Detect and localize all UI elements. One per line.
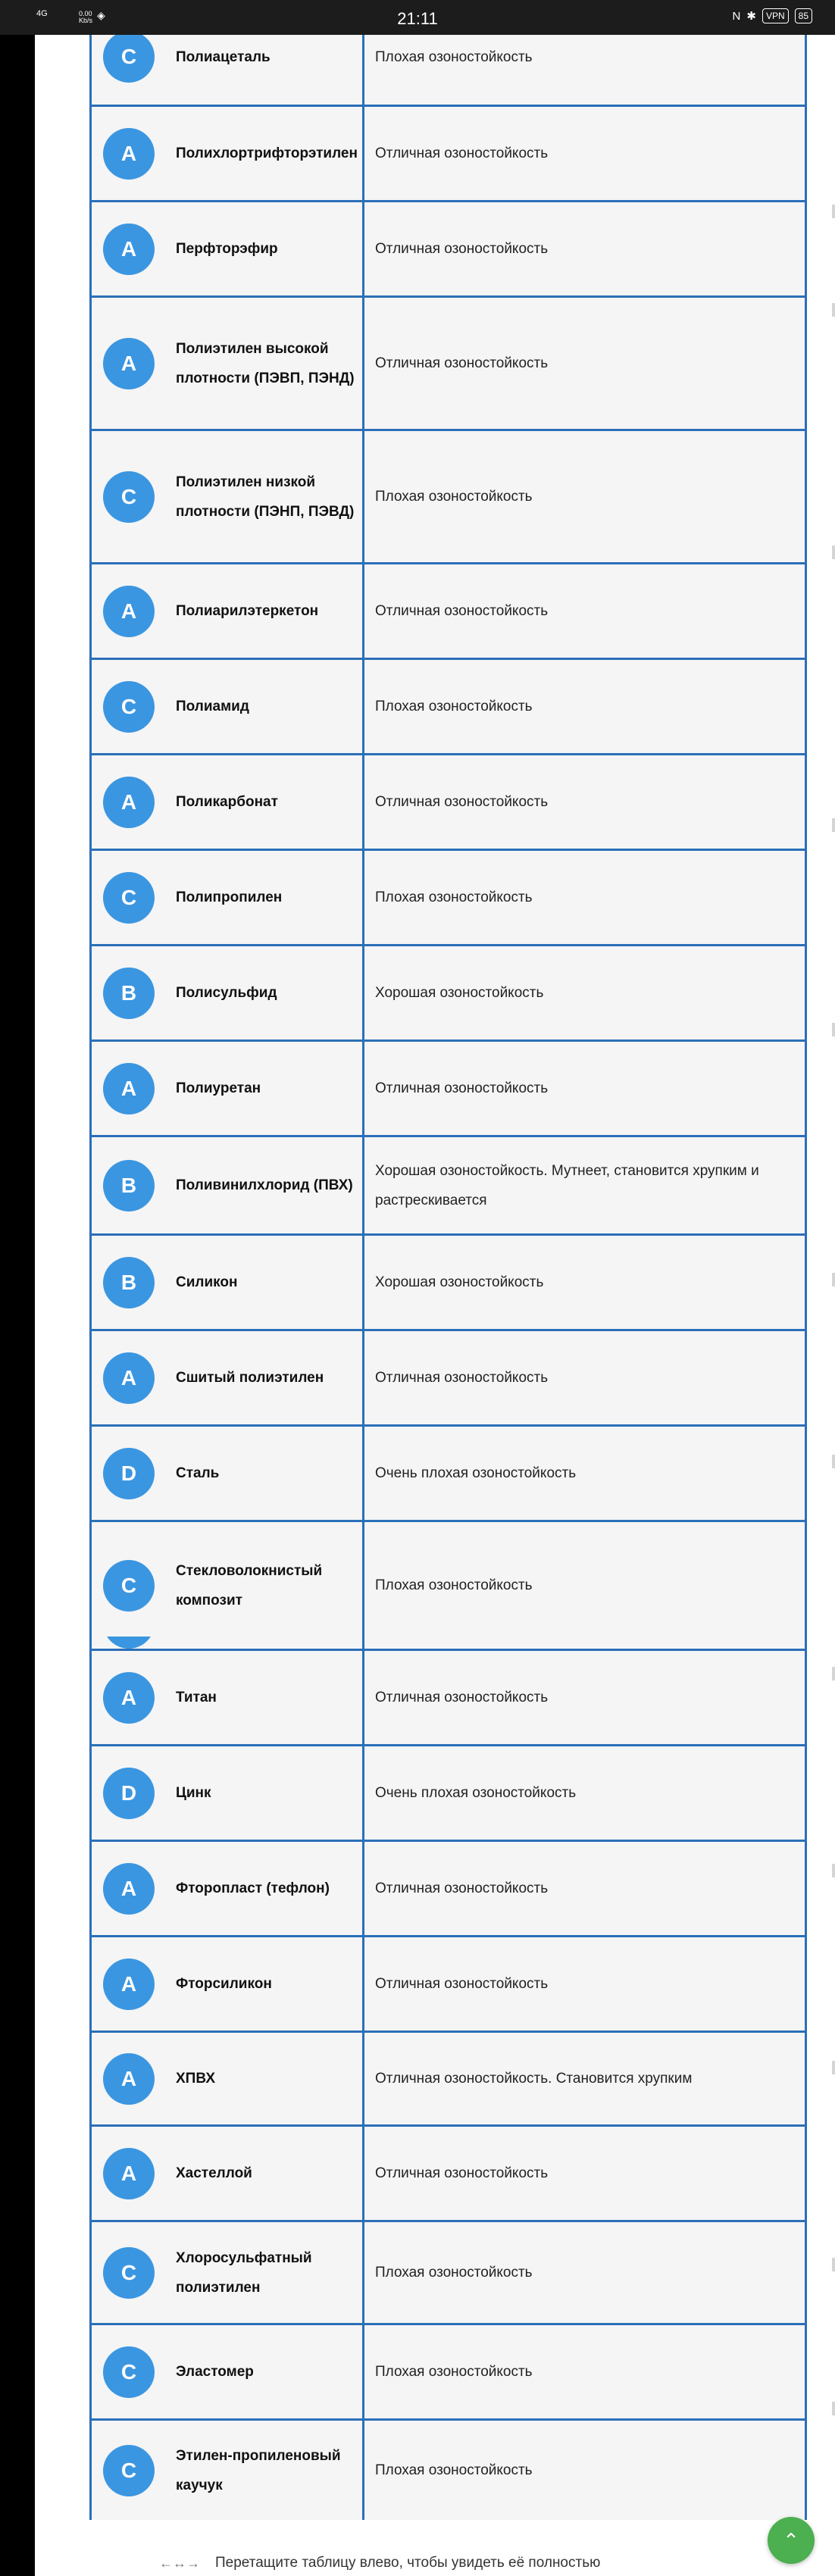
- ozone-rating: Хорошая озоностойкость. Мутнеет, становится хрупким и растрескивается: [375, 1162, 759, 1208]
- material-name: Полиэтилен высокой плотности (ПЭВП, ПЭНД): [176, 340, 355, 386]
- drag-hint: [159, 2555, 600, 2571]
- edge-tick: [832, 2061, 835, 2074]
- table-row: [92, 1744, 805, 1840]
- grade-badge: A: [103, 1672, 155, 1724]
- ozone-rating: Плохая озоностойкость: [375, 699, 533, 714]
- material-name: Полихлортрифторэтилен: [176, 145, 358, 161]
- table-row: [92, 2418, 805, 2520]
- material-cell: [92, 1651, 364, 1744]
- ozone-rating: Плохая озоностойкость: [375, 889, 533, 905]
- grade-badge: A: [103, 224, 155, 275]
- ozone-rating: Плохая озоностойкость: [375, 2265, 533, 2281]
- material-name: Эластомер: [176, 2364, 254, 2380]
- table-row: [92, 1935, 805, 2030]
- ozone-rating: Плохая озоностойкость: [375, 1577, 533, 1593]
- table-row: [92, 429, 805, 562]
- material-cell: [92, 1937, 364, 2030]
- material-name: Фторсиликон: [176, 1976, 272, 1992]
- ozone-rating: Отличная озоностойкость: [375, 1080, 549, 1096]
- table-row: [92, 1233, 805, 1329]
- rating-cell: [364, 851, 805, 944]
- material-cell: [92, 2325, 364, 2418]
- material-name: Хастеллой: [176, 2165, 252, 2181]
- table-row: [92, 1424, 805, 1520]
- material-name: Полиамид: [176, 699, 249, 714]
- rating-cell: [364, 564, 805, 658]
- grade-badge: D: [103, 1768, 155, 1819]
- edge-tick: [832, 1273, 835, 1286]
- chevron-up-icon: ⌃: [783, 2528, 799, 2552]
- grade-badge: C: [103, 872, 155, 924]
- material-cell: [92, 2127, 364, 2220]
- grade-badge: A: [103, 1959, 155, 2010]
- left-edge-bar: [0, 0, 35, 2576]
- material-cell: [92, 431, 364, 562]
- material-cell: [92, 851, 364, 944]
- material-name: Хлоросульфатный полиэтилен: [176, 2249, 312, 2296]
- table-row: [92, 200, 805, 295]
- grade-badge: A: [103, 1063, 155, 1114]
- material-cell: [92, 1746, 364, 1840]
- edge-tick: [832, 1667, 835, 1680]
- overlapping-badge-fragment: [103, 1637, 155, 1649]
- ozone-rating: Отличная озоностойкость: [375, 2165, 549, 2181]
- rating-cell: [364, 1651, 805, 1744]
- ozone-rating: Отличная озоностойкость: [375, 1690, 549, 1705]
- ozone-rating: Плохая озоностойкость: [375, 2462, 533, 2478]
- rating-cell: [364, 1137, 805, 1233]
- table-row: [92, 658, 805, 753]
- drag-hint-text: Перетащите таблицу влево, чтобы увидеть её полностью: [215, 2555, 601, 2571]
- ozone-rating: Отличная озоностойкость: [375, 355, 549, 371]
- net-speed-unit: Kb/s: [79, 17, 93, 24]
- material-name: Полисульфид: [176, 985, 277, 1001]
- material-cell: [92, 946, 364, 1039]
- material-cell: [92, 1842, 364, 1935]
- rating-cell: [364, 107, 805, 200]
- edge-tick: [832, 1455, 835, 1468]
- grade-badge: A: [103, 1863, 155, 1915]
- grade-badge: B: [103, 1160, 155, 1211]
- bluetooth-icon: ✱: [746, 10, 756, 23]
- edge-tick: [832, 205, 835, 218]
- material-name: Стекловолокнистый композит: [176, 1562, 323, 1608]
- material-cell: [92, 2033, 364, 2124]
- rating-cell: [364, 202, 805, 295]
- table-row: [92, 2323, 805, 2418]
- grade-badge: A: [103, 2148, 155, 2199]
- ozone-rating: Отличная озоностойкость: [375, 241, 549, 257]
- rating-cell: [364, 1042, 805, 1135]
- table-row: [92, 849, 805, 944]
- grade-badge: C: [103, 31, 155, 83]
- grade-badge: C: [103, 1560, 155, 1612]
- material-name: Сшитый полиэтилен: [176, 1370, 324, 1386]
- material-name: ХПВХ: [176, 2071, 215, 2087]
- ozone-rating: Отличная озоностойкость: [375, 1976, 549, 1992]
- material-cell: [92, 1042, 364, 1135]
- net-speed-value: 0.00: [79, 10, 92, 17]
- table-row: [92, 1135, 805, 1233]
- ozone-rating: Отличная озоностойкость: [375, 1370, 549, 1386]
- rating-cell: [364, 2033, 805, 2124]
- grade-badge: C: [103, 681, 155, 733]
- table-row: [92, 1039, 805, 1135]
- rating-cell: [364, 1236, 805, 1329]
- rating-cell: [364, 1331, 805, 1424]
- edge-tick: [832, 1023, 835, 1036]
- table-row: [92, 562, 805, 658]
- grade-badge: A: [103, 777, 155, 828]
- table-row: [92, 1840, 805, 1935]
- status-bar: [0, 0, 835, 35]
- grade-badge: C: [103, 471, 155, 523]
- material-cell: [92, 202, 364, 295]
- grade-badge: D: [103, 1448, 155, 1499]
- ozone-rating: Отличная озоностойкость: [375, 145, 549, 161]
- rating-cell: [364, 1427, 805, 1520]
- edge-tick: [832, 2258, 835, 2271]
- material-name: Полиарилэтеркетон: [176, 603, 319, 619]
- grade-badge: A: [103, 1352, 155, 1404]
- rating-cell: [364, 1522, 805, 1649]
- material-cell: [92, 1137, 364, 1233]
- ozone-rating: Хорошая озоностойкость: [375, 1274, 544, 1290]
- rating-cell: [364, 431, 805, 562]
- material-name: Перфторэфир: [176, 241, 278, 257]
- ozone-rating: Плохая озоностойкость: [375, 2364, 533, 2380]
- table-row: [92, 1520, 805, 1649]
- rating-cell: [364, 2325, 805, 2418]
- ozone-rating: Отличная озоностойкость: [375, 1880, 549, 1896]
- material-name: Титан: [176, 1690, 217, 1705]
- grade-badge: C: [103, 2346, 155, 2398]
- material-name: Полипропилен: [176, 889, 283, 905]
- rating-cell: [364, 1842, 805, 1935]
- ozone-rating: Очень плохая озоностойкость: [375, 1465, 577, 1481]
- material-cell: [92, 564, 364, 658]
- edge-tick: [832, 818, 835, 832]
- edge-tick: [832, 2402, 835, 2415]
- grade-badge: A: [103, 2053, 155, 2105]
- ozone-rating: Плохая озоностойкость: [375, 489, 533, 505]
- page-scroll-edge: [829, 0, 835, 2576]
- grade-badge: C: [103, 2247, 155, 2299]
- table-row: [92, 944, 805, 1039]
- table-row: [92, 2124, 805, 2220]
- ozone-rating: Плохая озоностойкость: [375, 48, 533, 65]
- rating-cell: [364, 755, 805, 849]
- ozone-rating: Отличная озоностойкость: [375, 603, 549, 619]
- material-name: Полиэтилен низкой плотности (ПЭНП, ПЭВД): [176, 474, 355, 520]
- rating-cell: [364, 1937, 805, 2030]
- material-cell: [92, 660, 364, 753]
- grade-badge: A: [103, 128, 155, 180]
- table-row: [92, 2220, 805, 2323]
- rating-cell: [364, 2421, 805, 2520]
- scroll-to-top-button[interactable]: [768, 2517, 815, 2564]
- ozone-rating: Отличная озоностойкость. Становится хрупким: [375, 2071, 693, 2087]
- signal-label: 4G: [36, 9, 48, 18]
- material-cell: [92, 107, 364, 200]
- material-cell: [92, 1427, 364, 1520]
- rating-cell: [364, 2127, 805, 2220]
- rating-cell: [364, 2222, 805, 2323]
- grade-badge: A: [103, 586, 155, 637]
- ozone-rating: Очень плохая озоностойкость: [375, 1785, 577, 1801]
- wifi-icon: ◈: [97, 9, 105, 21]
- battery-indicator: 85: [795, 8, 812, 23]
- material-name: Этилен-пропиленовый каучук: [176, 2447, 341, 2493]
- grade-badge: B: [103, 968, 155, 1019]
- rating-cell: [364, 298, 805, 429]
- material-cell: [92, 298, 364, 429]
- grade-badge: B: [103, 1257, 155, 1308]
- vpn-badge: VPN: [762, 8, 789, 23]
- rating-cell: [364, 946, 805, 1039]
- material-cell: [92, 2421, 364, 2520]
- material-cell: [92, 1236, 364, 1329]
- ozone-rating: Отличная озоностойкость: [375, 794, 549, 810]
- material-name: Полиуретан: [176, 1080, 261, 1096]
- material-name: Поликарбонат: [176, 794, 278, 810]
- material-name: Поливинилхлорид (ПВХ): [176, 1177, 353, 1193]
- material-cell: [92, 2222, 364, 2323]
- material-cell: [92, 1331, 364, 1424]
- material-cell: [92, 1522, 364, 1649]
- table-row: [92, 295, 805, 429]
- table-row: [92, 753, 805, 849]
- ozone-rating: Хорошая озоностойкость: [375, 985, 544, 1001]
- table-row: [92, 1329, 805, 1424]
- edge-tick: [832, 1864, 835, 1877]
- nfc-icon: N: [732, 9, 741, 23]
- material-cell: [92, 755, 364, 849]
- table-row: [92, 1649, 805, 1744]
- material-name: Полиацеталь: [176, 48, 271, 65]
- material-name: Цинк: [176, 1785, 211, 1801]
- drag-horizontal-icon: ←↔→: [159, 2555, 200, 2571]
- grade-badge: A: [103, 338, 155, 389]
- material-name: Сталь: [176, 1465, 220, 1481]
- table-row: [92, 2030, 805, 2124]
- rating-cell: [364, 1746, 805, 1840]
- ozone-resistance-table[interactable]: [89, 9, 807, 2520]
- status-time: 21:11: [397, 9, 438, 28]
- material-name: Силикон: [176, 1274, 238, 1290]
- edge-tick: [832, 303, 835, 317]
- edge-tick: [832, 546, 835, 559]
- table-row: [92, 105, 805, 200]
- grade-badge: C: [103, 2445, 155, 2496]
- rating-cell: [364, 660, 805, 753]
- material-name: Фторопласт (тефлон): [176, 1880, 330, 1896]
